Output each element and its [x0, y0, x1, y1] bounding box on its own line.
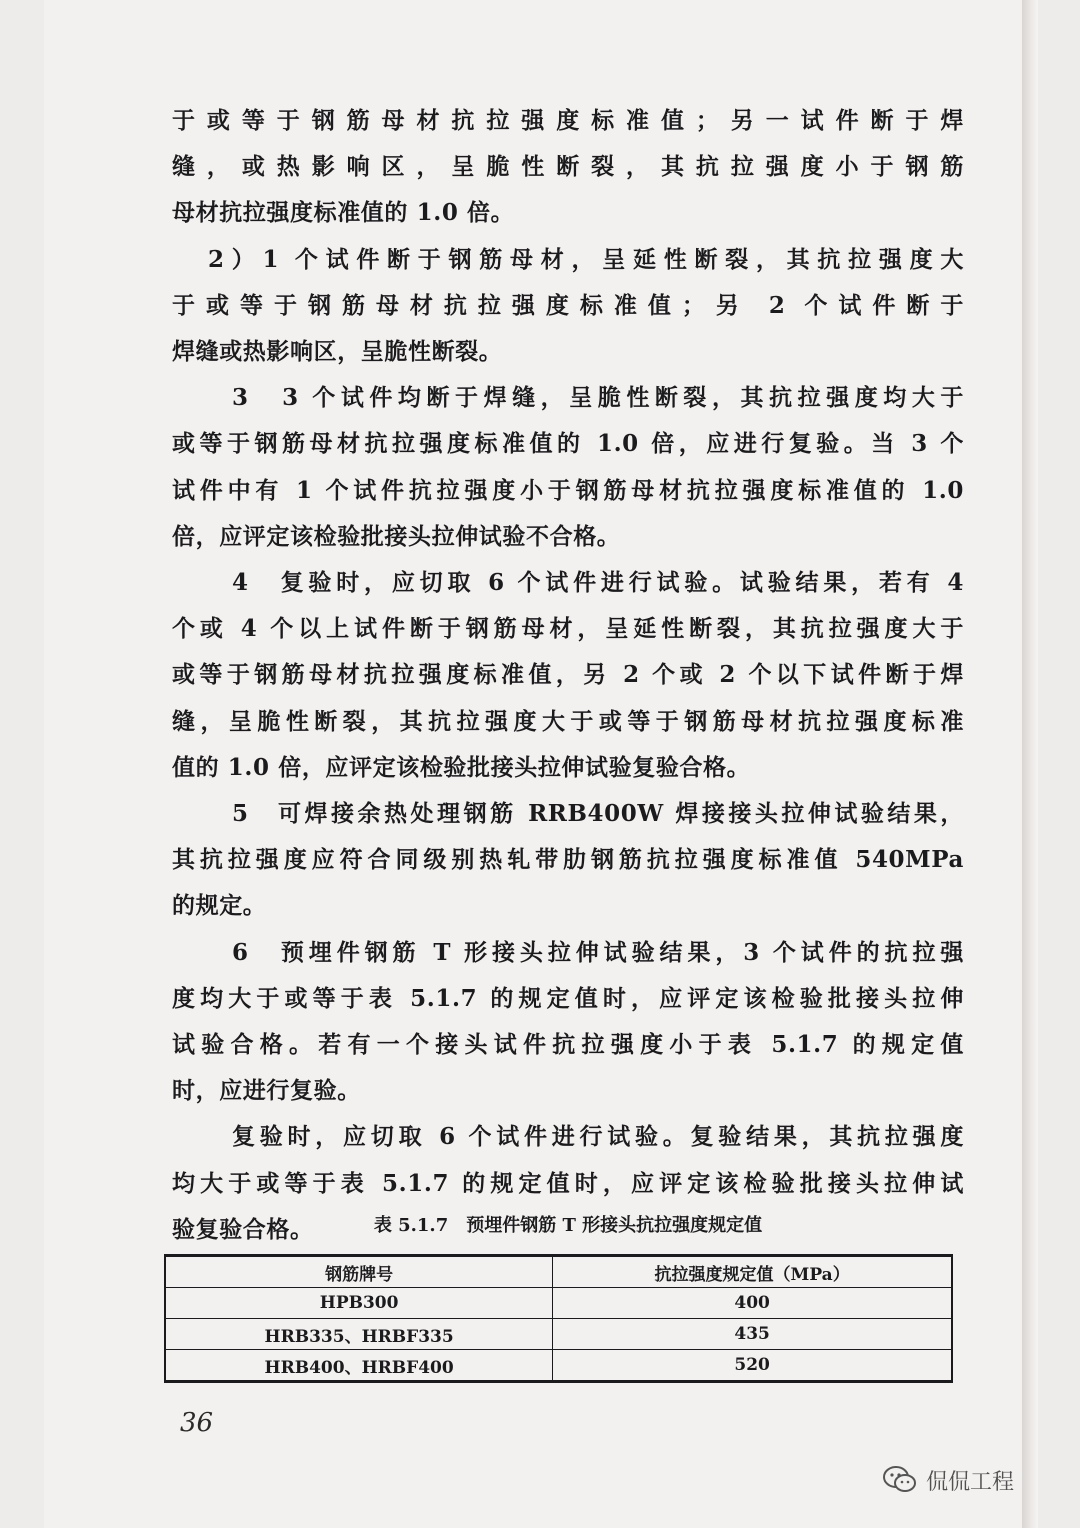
- text-line: 倍，应评定该检验批接头拉伸试验不合格。: [172, 523, 621, 550]
- table-cell: 435: [553, 1319, 952, 1350]
- page-edge: [1022, 0, 1038, 1528]
- strength-table: [164, 1254, 953, 1383]
- text-line: 复验时，应切取 6 个试件进行试验。复验结果，其抗拉强度: [232, 1123, 964, 1150]
- table-cell: HRB335、HRBF335: [165, 1319, 553, 1350]
- table-caption: 表 5.1.7 预埋件钢筋 T 形接头抗拉强度规定值: [373, 1215, 763, 1236]
- table-header-cell: 抗拉强度规定值（MPa）: [553, 1256, 952, 1288]
- table-row: [165, 1288, 952, 1319]
- text-line: 母材抗拉强度标准值的 1.0 倍。: [172, 199, 515, 226]
- text-line: 或等于钢筋母材抗拉强度标准值的 1.0 倍，应进行复验。当 3 个: [172, 430, 964, 457]
- text-line: 3 3 个试件均断于焊缝，呈脆性断裂，其抗拉强度均大于: [232, 384, 964, 411]
- table-cell: 520: [553, 1350, 952, 1382]
- table-cell: HRB400、HRBF400: [165, 1350, 553, 1382]
- text-line: 焊缝或热影响区，呈脆性断裂。: [172, 338, 503, 365]
- wechat-icon: [882, 1464, 918, 1496]
- text-line: 值的 1.0 倍，应评定该检验批接头拉伸试验复验合格。: [172, 754, 751, 781]
- table-cell: 400: [553, 1288, 952, 1319]
- watermark: [882, 1460, 1014, 1500]
- text-line: 时，应进行复验。: [172, 1077, 361, 1104]
- watermark-text: 侃侃工程: [926, 1469, 1015, 1495]
- table-row: [165, 1319, 952, 1350]
- text-line: 其抗拉强度应符合同级别热轧带肋钢筋抗拉强度标准值 540MPa: [172, 846, 964, 873]
- text-line: 缝，或热影响区，呈脆性断裂，其抗拉强度小于钢筋: [172, 153, 964, 180]
- text-line: 试件中有 1 个试件抗拉强度小于钢筋母材抗拉强度标准值的 1.0: [172, 477, 964, 504]
- table-header-row: [165, 1256, 952, 1288]
- page-number: 36: [180, 1408, 214, 1438]
- text-line: 于或等于钢筋母材抗拉强度标准值；另 2 个试件断于: [172, 292, 964, 319]
- text-line: 度均大于或等于表 5.1.7 的规定值时，应评定该检验批接头拉伸: [172, 985, 964, 1012]
- text-line: 或等于钢筋母材抗拉强度标准值，另 2 个或 2 个以下试件断于焊: [172, 661, 964, 688]
- table-cell: HPB300: [165, 1288, 553, 1319]
- text-line: 4 复验时，应切取 6 个试件进行试验。试验结果，若有 4: [232, 569, 964, 596]
- text-line: 5 可焊接余热处理钢筋 RRB400W 焊接接头拉伸试验结果，: [232, 800, 964, 827]
- text-line: 均大于或等于表 5.1.7 的规定值时，应评定该检验批接头拉伸试: [172, 1170, 964, 1197]
- text-line: 的规定。: [172, 892, 267, 919]
- table-row: [165, 1350, 952, 1382]
- table-header-cell: 钢筋牌号: [165, 1256, 553, 1288]
- text-line: 2）1 个试件断于钢筋母材，呈延性断裂，其抗拉强度大: [208, 246, 964, 273]
- text-line: 6 预埋件钢筋 T 形接头拉伸试验结果，3 个试件的抗拉强: [232, 939, 964, 966]
- text-line: 个或 4 个以上试件断于钢筋母材，呈延性断裂，其抗拉强度大于: [172, 615, 964, 642]
- text-line: 缝，呈脆性断裂，其抗拉强度大于或等于钢筋母材抗拉强度标准: [172, 708, 964, 735]
- text-line: 试验合格。若有一个接头试件抗拉强度小于表 5.1.7 的规定值: [172, 1031, 964, 1058]
- text-line: 验复验合格。: [172, 1216, 314, 1243]
- text-line: 于或等于钢筋母材抗拉强度标准值；另一试件断于焊: [172, 107, 964, 134]
